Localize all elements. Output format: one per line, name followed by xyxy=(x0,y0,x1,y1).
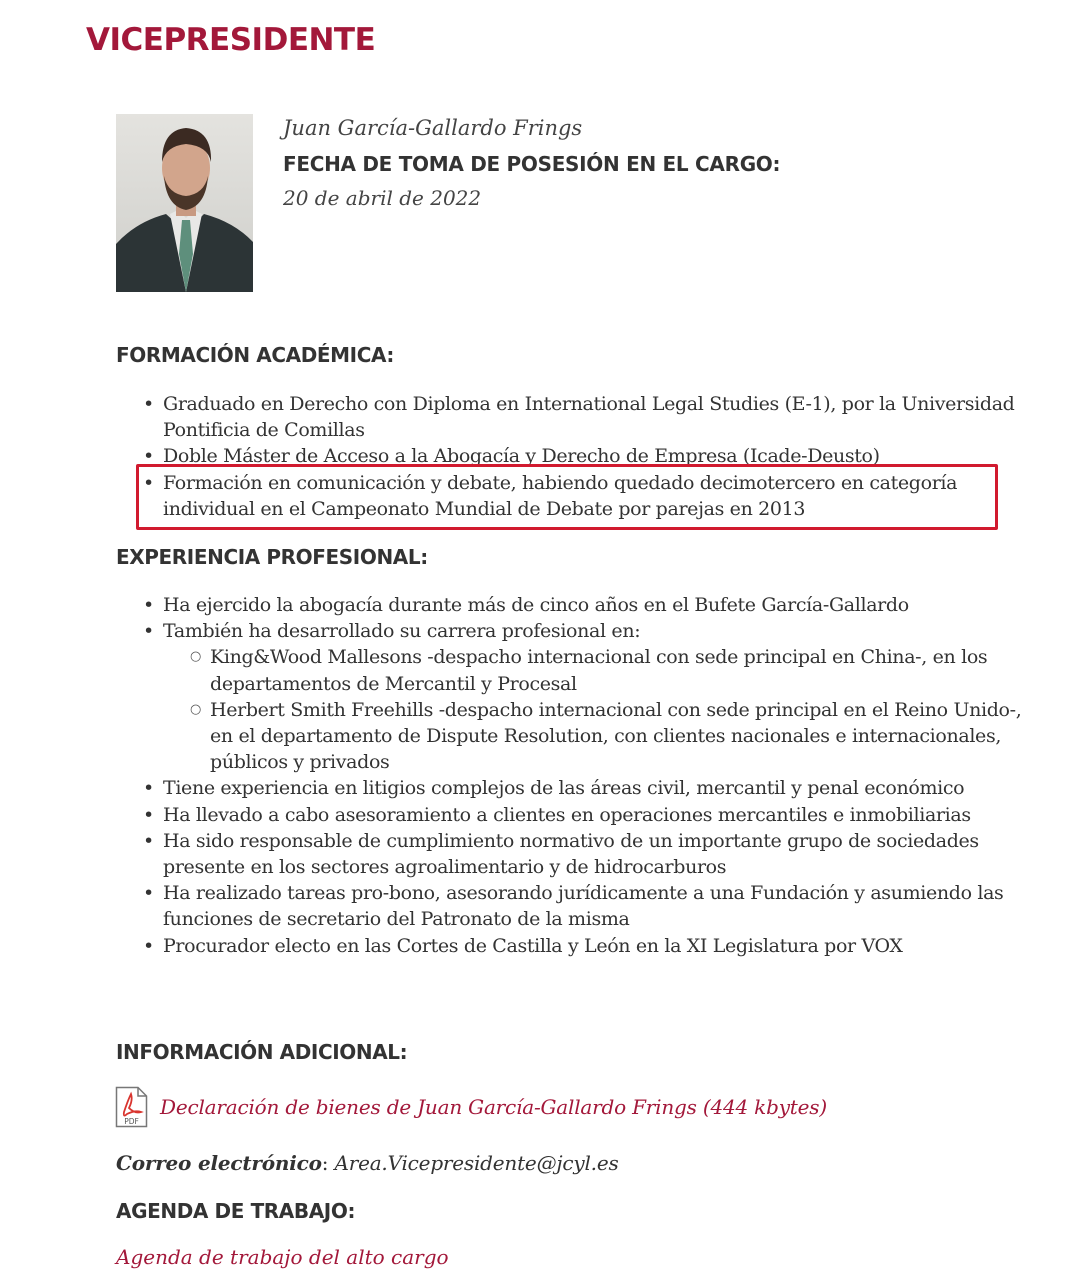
formacion-heading: FORMACIÓN ACADÉMICA: xyxy=(116,343,395,367)
sub-list-item: ○ King&Wood Mallesons -despacho internacional con sede principal en China-, en los departamentos de Mercantil y Procesal xyxy=(210,644,1023,696)
list-item: • Procurador electo en las Cortes de Castilla y León en la XI Legislatura por VOX xyxy=(163,933,1023,959)
sub-list-item: ○ Herbert Smith Freehills -despacho internacional con sede principal en el Reino Unido-, en el departamento de Dispute Resolution, con clientes nacionales e internacionales, públicos y privados xyxy=(210,697,1023,776)
agenda-link[interactable]: Agenda de trabajo del alto cargo xyxy=(116,1245,449,1269)
profile-photo xyxy=(116,114,253,292)
list-item: • Formación en comunicación y debate, habiendo quedado decimotercero en categoría individual en el Campeonato Mundial de Debate por parejas en 2013 xyxy=(163,470,1023,522)
email-row xyxy=(116,1151,619,1175)
profile-info xyxy=(283,114,780,210)
person-name: Juan García-Gallardo Frings xyxy=(283,116,583,140)
cargo-date-label: FECHA DE TOMA DE POSESIÓN EN EL CARGO: xyxy=(283,152,781,176)
list-item: • Tiene experiencia en litigios complejos de las áreas civil, mercantil y penal económico xyxy=(163,775,1023,801)
list-item: • Graduado en Derecho con Diploma en International Legal Studies (E-1), por la Universidad Pontificia de Comillas xyxy=(163,391,1023,443)
experiencia-list xyxy=(163,592,1023,959)
list-item xyxy=(163,618,1023,775)
highlight-box xyxy=(136,464,998,530)
pdf-file-icon xyxy=(115,1086,148,1128)
declaracion-bienes-link[interactable]: Declaración de bienes de Juan García-Gallardo Frings (444 kbytes) xyxy=(160,1095,827,1119)
list-item-text: También ha desarrollado su carrera profesional en: xyxy=(163,620,641,643)
list-item: • Doble Máster de Acceso a la Abogacía y Derecho de Empresa (Icade-Deusto) xyxy=(163,443,1023,469)
list-item: • Ha ejercido la abogacía durante más de cinco años en el Bufete García-Gallardo xyxy=(163,592,1023,618)
list-item: • Ha sido responsable de cumplimiento normativo de un importante grupo de sociedades presente en los sectores agroalimentario y de hidrocarburos xyxy=(163,828,1023,880)
page-title: VICEPRESIDENTE xyxy=(86,22,376,58)
email-label: Correo electrónico xyxy=(116,1151,322,1175)
agenda-heading: AGENDA DE TRABAJO: xyxy=(116,1199,356,1223)
list-item: • Ha realizado tareas pro-bono, asesorando jurídicamente a una Fundación y asumiendo las funciones de secretario del Patronato de la misma xyxy=(163,880,1023,932)
email-value: Area.Vicepresidente@jcyl.es xyxy=(334,1151,619,1175)
pdf-download-row xyxy=(115,1086,827,1128)
adicional-heading: INFORMACIÓN ADICIONAL: xyxy=(116,1040,408,1064)
sub-list xyxy=(163,644,1023,775)
experiencia-heading: EXPERIENCIA PROFESIONAL: xyxy=(116,545,428,569)
pdf-icon-label: PDF xyxy=(124,1117,139,1126)
cargo-date: 20 de abril de 2022 xyxy=(283,186,482,210)
person-portrait-image xyxy=(116,114,253,292)
list-item: • Ha llevado a cabo asesoramiento a clientes en operaciones mercantiles e inmobiliarias xyxy=(163,802,1023,828)
email-separator: : xyxy=(321,1151,335,1175)
